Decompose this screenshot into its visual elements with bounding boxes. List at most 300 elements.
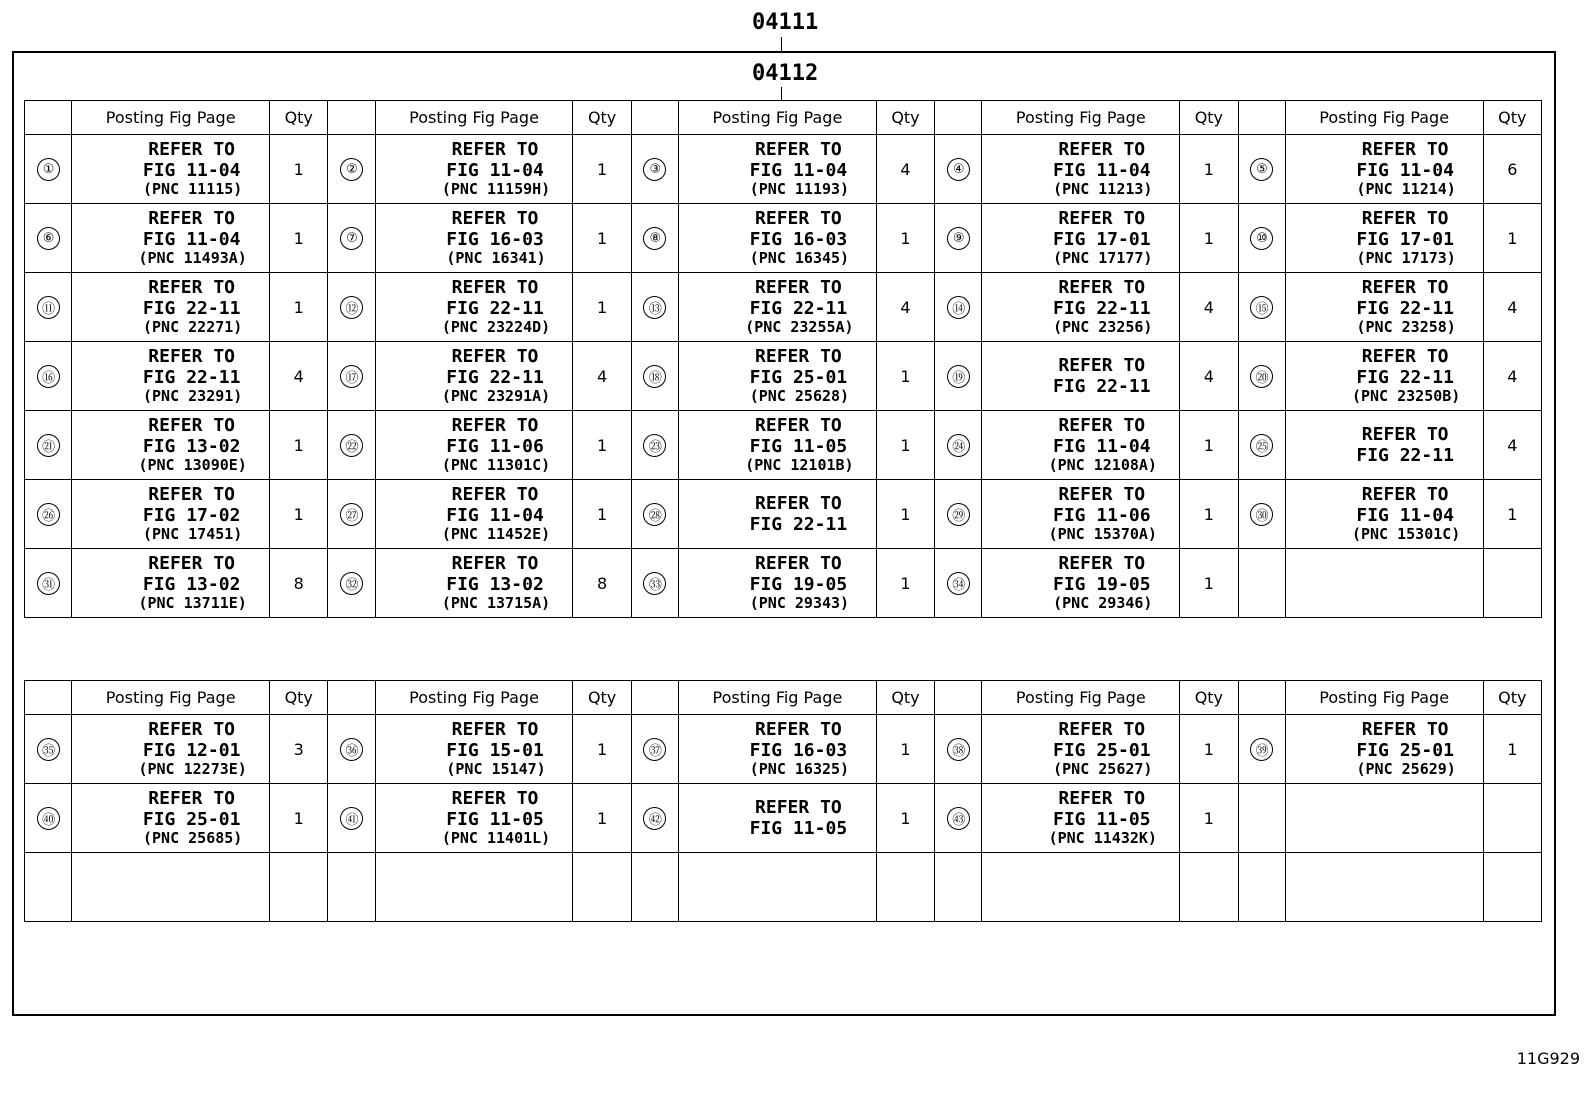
qty-cell: 1 (573, 480, 631, 549)
illustration-code: 11G929 (1516, 1049, 1580, 1068)
fig-reference-cell (678, 784, 876, 853)
qty-cell (1483, 784, 1541, 853)
refer-to-text: REFER TO (451, 138, 539, 160)
item-number-badge: ⑩ (1250, 227, 1273, 250)
item-number-cell (631, 715, 678, 784)
refer-to-text: REFER TO (451, 414, 539, 436)
qty-cell: 1 (1180, 480, 1238, 549)
refer-to-text: REFER TO (451, 787, 539, 809)
fig-reference-cell (982, 411, 1180, 480)
fig-number-text: FIG 16-03 (749, 740, 848, 762)
fig-number-text: FIG 17-01 (1053, 229, 1151, 251)
item-number-cell (631, 784, 678, 853)
qty-cell: 1 (876, 480, 934, 549)
fig-reference-cell (375, 715, 573, 784)
fig-reference-cell (678, 411, 876, 480)
qty-cell: 1 (876, 784, 934, 853)
pnc-text: (PNC 23258) (1356, 318, 1456, 337)
table-row (25, 135, 1542, 204)
item-number-badge: ㉛ (37, 572, 60, 595)
item-number-badge: ㉘ (643, 503, 666, 526)
qty-cell: 4 (876, 135, 934, 204)
item-number-cell (935, 480, 982, 549)
pnc-text: (PNC 23291A) (441, 387, 551, 406)
qty-cell: 1 (573, 784, 631, 853)
qty-cell: 1 (876, 342, 934, 411)
qty-cell (1483, 549, 1541, 618)
pnc-text: (PNC 16325) (749, 760, 850, 779)
item-number-badge: ㊴ (1250, 738, 1273, 761)
item-number-cell (1238, 549, 1285, 618)
refer-to-text: REFER TO (1361, 423, 1449, 445)
header-index-cell (631, 101, 678, 135)
refer-to-text: REFER TO (1058, 354, 1146, 376)
item-number-badge: ⑳ (1250, 365, 1273, 388)
qty-cell: 3 (270, 715, 328, 784)
item-number-cell (328, 784, 375, 853)
fig-number-text: FIG 22-11 (1356, 445, 1454, 466)
refer-to-text: REFER TO (451, 552, 539, 574)
fig-number-text: FIG 22-11 (749, 298, 848, 320)
qty-cell: 4 (573, 342, 631, 411)
pnc-text: (PNC 22271) (142, 318, 243, 337)
header-index-cell (328, 101, 375, 135)
item-number-cell (1238, 135, 1285, 204)
header-qty: Qty (573, 101, 631, 135)
refer-to-text: REFER TO (1361, 276, 1449, 298)
qty-cell: 1 (1180, 135, 1238, 204)
fig-number-text: FIG 22-11 (1356, 298, 1454, 320)
fig-number-text: FIG 11-04 (1053, 436, 1151, 458)
item-number-cell (25, 135, 72, 204)
header-row (25, 681, 1542, 715)
item-number-cell (1238, 273, 1285, 342)
fig-reference-cell (1285, 853, 1483, 922)
refer-to-text: REFER TO (755, 276, 842, 298)
header-posting-fig-page: Posting Fig Page (72, 101, 270, 135)
refer-to-text: REFER TO (451, 207, 539, 229)
item-number-cell (25, 549, 72, 618)
fig-reference-cell (678, 135, 876, 204)
item-number-cell (935, 273, 982, 342)
pnc-text: (PNC 15370A) (1048, 525, 1157, 544)
header-index-cell (25, 101, 72, 135)
qty-cell: 8 (270, 549, 328, 618)
refer-to-text: REFER TO (148, 207, 235, 229)
fig-number-text: FIG 22-11 (446, 298, 544, 320)
item-number-cell (1238, 715, 1285, 784)
refer-to-text: REFER TO (451, 483, 539, 505)
item-number-badge: ㉑ (37, 434, 60, 457)
item-number-badge: ㊵ (37, 807, 60, 830)
fig-number-text: FIG 12-01 (142, 740, 241, 762)
fig-number-text: FIG 17-01 (1356, 229, 1454, 251)
fig-number-text: FIG 25-01 (1053, 740, 1151, 762)
item-number-badge: ㉕ (1250, 434, 1273, 457)
table-row (25, 853, 1542, 922)
qty-cell: 1 (1483, 715, 1541, 784)
refer-to-text: REFER TO (1058, 207, 1146, 229)
item-number-cell (328, 411, 375, 480)
header-posting-fig-page: Posting Fig Page (1285, 681, 1483, 715)
fig-reference-cell (982, 204, 1180, 273)
fig-number-text: FIG 11-05 (749, 436, 848, 458)
header-posting-fig-page: Posting Fig Page (678, 681, 876, 715)
refer-to-text: REFER TO (755, 796, 842, 818)
item-number-cell (935, 342, 982, 411)
fig-number-text: FIG 22-11 (1053, 376, 1151, 397)
item-number-badge: ㉝ (643, 572, 666, 595)
fig-number-text: FIG 19-05 (749, 574, 848, 596)
fig-number-text: FIG 22-11 (142, 298, 241, 320)
qty-cell: 4 (1483, 342, 1541, 411)
fig-reference-cell (982, 715, 1180, 784)
fig-reference-cell (72, 273, 270, 342)
item-number-cell (935, 135, 982, 204)
item-number-cell (631, 549, 678, 618)
fig-number-text: FIG 17-02 (142, 505, 241, 527)
qty-cell: 8 (573, 549, 631, 618)
item-number-badge: ⑱ (643, 365, 666, 388)
item-number-badge: ① (37, 158, 60, 181)
fig-number-text: FIG 22-11 (1356, 367, 1454, 389)
header-index-cell (328, 681, 375, 715)
refer-to-text: REFER TO (1058, 276, 1146, 298)
fig-reference-cell (1285, 135, 1483, 204)
fig-reference-cell (678, 715, 876, 784)
refer-to-text: REFER TO (755, 138, 842, 160)
qty-cell: 1 (876, 715, 934, 784)
pnc-text: (PNC 17451) (142, 525, 243, 544)
pnc-text: (PNC 16345) (749, 249, 850, 268)
pnc-text: (PNC 29346) (1053, 594, 1153, 613)
fig-number-text: FIG 11-05 (1053, 809, 1151, 831)
refer-to-text: REFER TO (755, 492, 842, 514)
pnc-text: (PNC 29343) (749, 594, 850, 613)
fig-reference-cell (1285, 342, 1483, 411)
fig-reference-cell (982, 853, 1180, 922)
fig-reference-cell (982, 273, 1180, 342)
table-row (25, 204, 1542, 273)
fig-reference-cell (1285, 273, 1483, 342)
pnc-text: (PNC 13715A) (441, 594, 551, 613)
item-number-badge: ⑬ (643, 296, 666, 319)
qty-cell: 1 (1180, 715, 1238, 784)
item-number-cell (328, 273, 375, 342)
pnc-text: (PNC 23291) (142, 387, 243, 406)
header-qty: Qty (1180, 681, 1238, 715)
pnc-text: (PNC 23256) (1053, 318, 1153, 337)
pnc-text: (PNC 15147) (446, 760, 546, 779)
pnc-text: (PNC 11301C) (441, 456, 551, 475)
qty-cell: 1 (1180, 204, 1238, 273)
refer-to-text: REFER TO (1058, 414, 1146, 436)
pnc-text: (PNC 23250B) (1351, 387, 1461, 406)
fig-reference-cell (1285, 411, 1483, 480)
outer-leader-line (781, 37, 782, 51)
item-number-cell (25, 853, 72, 922)
item-number-cell (1238, 480, 1285, 549)
pnc-text: (PNC 11193) (749, 180, 850, 199)
fig-number-text: FIG 11-04 (142, 229, 241, 251)
pnc-text: (PNC 17177) (1053, 249, 1153, 268)
item-number-badge: ㉚ (1250, 503, 1273, 526)
item-number-cell (25, 784, 72, 853)
fig-number-text: FIG 25-01 (142, 809, 241, 831)
refer-to-text: REFER TO (755, 414, 842, 436)
fig-number-text: FIG 11-04 (749, 160, 848, 182)
pnc-text: (PNC 16341) (446, 249, 546, 268)
item-number-cell (935, 853, 982, 922)
item-number-cell (631, 204, 678, 273)
item-number-badge: ㉟ (37, 738, 60, 761)
fig-number-text: FIG 19-05 (1053, 574, 1151, 596)
inner-assembly-label: 04112 (752, 61, 819, 86)
header-qty: Qty (270, 101, 328, 135)
qty-cell: 1 (270, 411, 328, 480)
qty-cell (573, 853, 631, 922)
table-row (25, 715, 1542, 784)
header-qty: Qty (876, 681, 934, 715)
pnc-text: (PNC 17173) (1356, 249, 1456, 268)
table-row (25, 411, 1542, 480)
item-number-badge: ② (340, 158, 363, 181)
fig-number-text: FIG 25-01 (1356, 740, 1454, 762)
header-index-cell (25, 681, 72, 715)
header-row (25, 101, 1542, 135)
refer-to-text: REFER TO (1058, 787, 1146, 809)
parts-reference-table-2 (24, 680, 1542, 922)
item-number-badge: ㉗ (340, 503, 363, 526)
fig-number-text: FIG 22-11 (749, 514, 848, 535)
header-index-cell (935, 681, 982, 715)
fig-reference-cell (1285, 480, 1483, 549)
item-number-cell (25, 204, 72, 273)
qty-cell: 1 (573, 411, 631, 480)
qty-cell: 1 (1483, 204, 1541, 273)
item-number-badge: ㊸ (947, 807, 970, 830)
item-number-badge: ㉒ (340, 434, 363, 457)
fig-number-text: FIG 11-04 (446, 160, 544, 182)
pnc-text: (PNC 13090E) (138, 456, 247, 475)
pnc-text: (PNC 11401L) (441, 829, 551, 848)
fig-number-text: FIG 22-11 (1053, 298, 1151, 320)
fig-reference-cell (678, 853, 876, 922)
item-number-badge: ⑪ (37, 296, 60, 319)
table-row (25, 273, 1542, 342)
qty-cell: 1 (270, 480, 328, 549)
fig-reference-cell (72, 853, 270, 922)
pnc-text: (PNC 12108A) (1048, 456, 1157, 475)
item-number-cell (631, 480, 678, 549)
item-number-cell (631, 411, 678, 480)
item-number-cell (328, 204, 375, 273)
item-number-cell (631, 853, 678, 922)
qty-cell: 1 (1180, 549, 1238, 618)
item-number-cell (328, 135, 375, 204)
refer-to-text: REFER TO (451, 718, 539, 740)
item-number-badge: ⑰ (340, 365, 363, 388)
qty-cell: 1 (573, 135, 631, 204)
item-number-cell (935, 204, 982, 273)
refer-to-text: REFER TO (148, 345, 235, 367)
qty-cell (1483, 853, 1541, 922)
pnc-text: (PNC 25629) (1356, 760, 1456, 779)
item-number-cell (25, 342, 72, 411)
fig-reference-cell (375, 784, 573, 853)
item-number-badge: ㉜ (340, 572, 363, 595)
pnc-text: (PNC 23255A) (745, 318, 854, 337)
item-number-badge: ㊷ (643, 807, 666, 830)
qty-cell: 1 (876, 411, 934, 480)
item-number-badge: ⑥ (37, 227, 60, 250)
header-qty: Qty (876, 101, 934, 135)
fig-reference-cell (1285, 204, 1483, 273)
fig-reference-cell (678, 273, 876, 342)
item-number-cell (631, 273, 678, 342)
header-qty: Qty (1180, 101, 1238, 135)
fig-reference-cell (375, 549, 573, 618)
refer-to-text: REFER TO (148, 552, 235, 574)
item-number-badge: ㊱ (340, 738, 363, 761)
item-number-cell (935, 411, 982, 480)
fig-reference-cell (72, 549, 270, 618)
fig-reference-cell (375, 342, 573, 411)
fig-number-text: FIG 11-05 (446, 809, 544, 831)
item-number-badge: ⑦ (340, 227, 363, 250)
fig-number-text: FIG 11-04 (1356, 505, 1454, 527)
fig-number-text: FIG 11-04 (1053, 160, 1151, 182)
pnc-text: (PNC 11493A) (138, 249, 247, 268)
fig-reference-cell (375, 853, 573, 922)
qty-cell: 4 (1483, 273, 1541, 342)
item-number-badge: ⑲ (947, 365, 970, 388)
refer-to-text: REFER TO (1361, 138, 1449, 160)
item-number-cell (328, 480, 375, 549)
outer-assembly-label: 04111 (752, 10, 819, 35)
pnc-text: (PNC 12101B) (745, 456, 854, 475)
fig-number-text: FIG 13-02 (142, 436, 241, 458)
fig-reference-cell (982, 342, 1180, 411)
fig-reference-cell (72, 480, 270, 549)
fig-reference-cell (72, 135, 270, 204)
item-number-badge: ㊲ (643, 738, 666, 761)
header-posting-fig-page: Posting Fig Page (375, 101, 573, 135)
item-number-cell (328, 715, 375, 784)
item-number-cell (25, 411, 72, 480)
fig-reference-cell (375, 204, 573, 273)
qty-cell: 1 (876, 204, 934, 273)
pnc-text: (PNC 25685) (142, 829, 243, 848)
qty-cell (1180, 853, 1238, 922)
qty-cell: 4 (1180, 342, 1238, 411)
pnc-text: (PNC 11432K) (1048, 829, 1157, 848)
fig-reference-cell (982, 135, 1180, 204)
fig-number-text: FIG 16-03 (749, 229, 848, 251)
header-qty: Qty (1483, 681, 1541, 715)
qty-cell: 1 (876, 549, 934, 618)
qty-cell: 1 (1180, 411, 1238, 480)
item-number-badge: ⑤ (1250, 158, 1273, 181)
fig-reference-cell (678, 342, 876, 411)
refer-to-text: REFER TO (148, 414, 235, 436)
item-number-badge: ㉖ (37, 503, 60, 526)
fig-reference-cell (375, 135, 573, 204)
qty-cell: 4 (1483, 411, 1541, 480)
item-number-cell (25, 715, 72, 784)
qty-cell: 1 (270, 135, 328, 204)
qty-cell: 6 (1483, 135, 1541, 204)
fig-reference-cell (678, 204, 876, 273)
header-posting-fig-page: Posting Fig Page (982, 101, 1180, 135)
refer-to-text: REFER TO (1361, 207, 1449, 229)
qty-cell: 1 (573, 204, 631, 273)
pnc-text: (PNC 25628) (749, 387, 850, 406)
header-qty: Qty (270, 681, 328, 715)
fig-reference-cell (1285, 715, 1483, 784)
item-number-badge: ⑭ (947, 296, 970, 319)
refer-to-text: REFER TO (1058, 718, 1146, 740)
table-row (25, 342, 1542, 411)
item-number-cell (631, 342, 678, 411)
pnc-text: (PNC 12273E) (138, 760, 247, 779)
item-number-cell (935, 715, 982, 784)
item-number-badge: ③ (643, 158, 666, 181)
fig-number-text: FIG 11-05 (749, 818, 848, 839)
parts-reference-table-1 (24, 100, 1542, 618)
qty-cell: 1 (270, 784, 328, 853)
fig-number-text: FIG 13-02 (446, 574, 544, 596)
item-number-cell (1238, 411, 1285, 480)
qty-cell: 1 (573, 273, 631, 342)
table-row (25, 549, 1542, 618)
fig-reference-cell (72, 784, 270, 853)
header-posting-fig-page: Posting Fig Page (678, 101, 876, 135)
item-number-cell (25, 480, 72, 549)
fig-number-text: FIG 11-04 (446, 505, 544, 527)
fig-number-text: FIG 16-03 (446, 229, 544, 251)
item-number-cell (1238, 204, 1285, 273)
item-number-cell (935, 784, 982, 853)
item-number-badge: ④ (947, 158, 970, 181)
item-number-badge: ⑫ (340, 296, 363, 319)
qty-cell (876, 853, 934, 922)
item-number-badge: ⑮ (1250, 296, 1273, 319)
refer-to-text: REFER TO (1058, 138, 1146, 160)
fig-reference-cell (375, 273, 573, 342)
refer-to-text: REFER TO (148, 138, 235, 160)
item-number-cell (1238, 342, 1285, 411)
item-number-cell (935, 549, 982, 618)
refer-to-text: REFER TO (148, 483, 235, 505)
inner-leader-line (781, 87, 782, 101)
header-index-cell (631, 681, 678, 715)
item-number-badge: ㊶ (340, 807, 363, 830)
item-number-badge: ⑧ (643, 227, 666, 250)
fig-reference-cell (72, 342, 270, 411)
pnc-text: (PNC 13711E) (138, 594, 247, 613)
qty-cell: 1 (1180, 784, 1238, 853)
qty-cell: 1 (1483, 480, 1541, 549)
qty-cell: 4 (876, 273, 934, 342)
refer-to-text: REFER TO (451, 345, 539, 367)
fig-number-text: FIG 22-11 (142, 367, 241, 389)
header-qty: Qty (1483, 101, 1541, 135)
fig-reference-cell (982, 549, 1180, 618)
fig-reference-cell (72, 715, 270, 784)
item-number-badge: ㊳ (947, 738, 970, 761)
fig-reference-cell (1285, 784, 1483, 853)
